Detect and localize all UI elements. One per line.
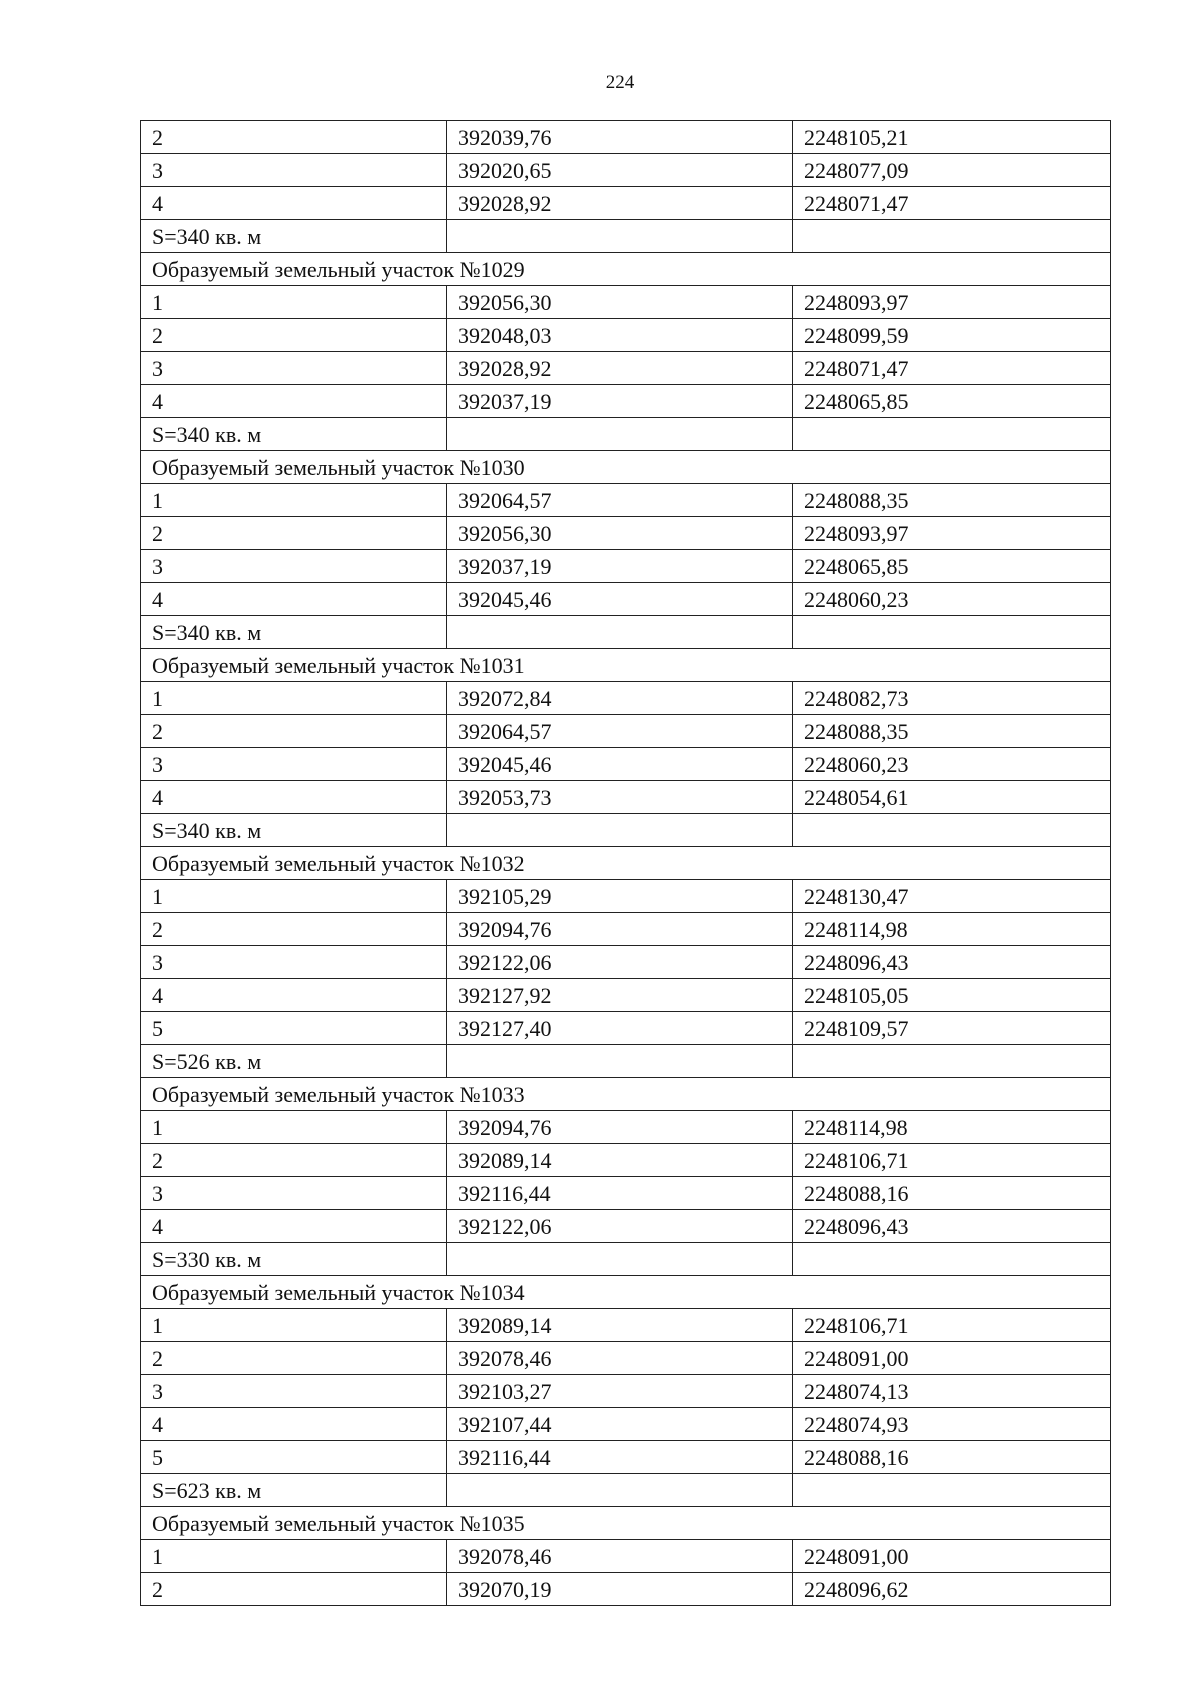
- empty-cell: [447, 814, 793, 847]
- y-coordinate-cell: 2248096,62: [793, 1573, 1111, 1606]
- point-number-cell: 3: [141, 352, 447, 385]
- y-coordinate-cell: 2248071,47: [793, 187, 1111, 220]
- plot-header-row: [141, 451, 1111, 484]
- y-coordinate-cell: 2248077,09: [793, 154, 1111, 187]
- point-number-cell: 3: [141, 946, 447, 979]
- empty-cell: [793, 418, 1111, 451]
- point-row: [141, 1012, 1111, 1045]
- point-row: [141, 286, 1111, 319]
- empty-cell: [793, 220, 1111, 253]
- y-coordinate-cell: 2248054,61: [793, 781, 1111, 814]
- point-number-cell: 4: [141, 979, 447, 1012]
- point-number-cell: 3: [141, 1177, 447, 1210]
- x-coordinate-cell: 392094,76: [447, 913, 793, 946]
- coordinates-table-body: [141, 121, 1111, 1606]
- empty-cell: [793, 1045, 1111, 1078]
- point-row: [141, 121, 1111, 154]
- plot-header-cell: Образуемый земельный участок №1034: [141, 1276, 1111, 1309]
- point-row: [141, 484, 1111, 517]
- point-number-cell: 5: [141, 1012, 447, 1045]
- point-number-cell: 4: [141, 1210, 447, 1243]
- point-row: [141, 1573, 1111, 1606]
- y-coordinate-cell: 2248106,71: [793, 1144, 1111, 1177]
- point-row: [141, 1375, 1111, 1408]
- y-coordinate-cell: 2248096,43: [793, 946, 1111, 979]
- point-number-cell: 3: [141, 1375, 447, 1408]
- x-coordinate-cell: 392053,73: [447, 781, 793, 814]
- point-row: [141, 979, 1111, 1012]
- plot-header-cell: Образуемый земельный участок №1035: [141, 1507, 1111, 1540]
- x-coordinate-cell: 392037,19: [447, 550, 793, 583]
- y-coordinate-cell: 2248065,85: [793, 550, 1111, 583]
- point-number-cell: 3: [141, 748, 447, 781]
- x-coordinate-cell: 392089,14: [447, 1309, 793, 1342]
- point-number-cell: 1: [141, 1540, 447, 1573]
- y-coordinate-cell: 2248082,73: [793, 682, 1111, 715]
- y-coordinate-cell: 2248105,05: [793, 979, 1111, 1012]
- y-coordinate-cell: 2248074,93: [793, 1408, 1111, 1441]
- point-row: [141, 946, 1111, 979]
- point-number-cell: 4: [141, 781, 447, 814]
- x-coordinate-cell: 392094,76: [447, 1111, 793, 1144]
- plot-header-cell: Образуемый земельный участок №1032: [141, 847, 1111, 880]
- x-coordinate-cell: 392020,65: [447, 154, 793, 187]
- area-row: [141, 220, 1111, 253]
- plot-header-row: [141, 253, 1111, 286]
- area-cell: S=623 кв. м: [141, 1474, 447, 1507]
- y-coordinate-cell: 2248088,16: [793, 1441, 1111, 1474]
- area-row: [141, 814, 1111, 847]
- area-row: [141, 616, 1111, 649]
- x-coordinate-cell: 392028,92: [447, 352, 793, 385]
- x-coordinate-cell: 392056,30: [447, 286, 793, 319]
- y-coordinate-cell: 2248060,23: [793, 748, 1111, 781]
- y-coordinate-cell: 2248060,23: [793, 583, 1111, 616]
- empty-cell: [447, 1045, 793, 1078]
- point-row: [141, 187, 1111, 220]
- point-row: [141, 1177, 1111, 1210]
- point-number-cell: 2: [141, 1342, 447, 1375]
- x-coordinate-cell: 392116,44: [447, 1441, 793, 1474]
- x-coordinate-cell: 392072,84: [447, 682, 793, 715]
- point-number-cell: 5: [141, 1441, 447, 1474]
- y-coordinate-cell: 2248074,13: [793, 1375, 1111, 1408]
- empty-cell: [793, 1474, 1111, 1507]
- plot-header-cell: Образуемый земельный участок №1029: [141, 253, 1111, 286]
- y-coordinate-cell: 2248105,21: [793, 121, 1111, 154]
- point-row: [141, 1210, 1111, 1243]
- x-coordinate-cell: 392064,57: [447, 715, 793, 748]
- point-row: [141, 154, 1111, 187]
- point-row: [141, 913, 1111, 946]
- x-coordinate-cell: 392078,46: [447, 1342, 793, 1375]
- y-coordinate-cell: 2248093,97: [793, 517, 1111, 550]
- point-number-cell: 2: [141, 1144, 447, 1177]
- y-coordinate-cell: 2248088,35: [793, 715, 1111, 748]
- area-row: [141, 1243, 1111, 1276]
- x-coordinate-cell: 392048,03: [447, 319, 793, 352]
- point-row: [141, 1342, 1111, 1375]
- y-coordinate-cell: 2248099,59: [793, 319, 1111, 352]
- x-coordinate-cell: 392037,19: [447, 385, 793, 418]
- x-coordinate-cell: 392122,06: [447, 946, 793, 979]
- point-number-cell: 2: [141, 517, 447, 550]
- y-coordinate-cell: 2248114,98: [793, 1111, 1111, 1144]
- empty-cell: [793, 814, 1111, 847]
- x-coordinate-cell: 392070,19: [447, 1573, 793, 1606]
- x-coordinate-cell: 392028,92: [447, 187, 793, 220]
- area-cell: S=340 кв. м: [141, 220, 447, 253]
- point-row: [141, 517, 1111, 550]
- x-coordinate-cell: 392056,30: [447, 517, 793, 550]
- point-number-cell: 2: [141, 715, 447, 748]
- x-coordinate-cell: 392064,57: [447, 484, 793, 517]
- point-number-cell: 3: [141, 154, 447, 187]
- y-coordinate-cell: 2248109,57: [793, 1012, 1111, 1045]
- plot-header-row: [141, 1276, 1111, 1309]
- y-coordinate-cell: 2248093,97: [793, 286, 1111, 319]
- point-number-cell: 4: [141, 1408, 447, 1441]
- point-row: [141, 1441, 1111, 1474]
- area-cell: S=526 кв. м: [141, 1045, 447, 1078]
- point-number-cell: 1: [141, 1111, 447, 1144]
- x-coordinate-cell: 392127,40: [447, 1012, 793, 1045]
- point-row: [141, 1111, 1111, 1144]
- empty-cell: [447, 1243, 793, 1276]
- point-row: [141, 385, 1111, 418]
- y-coordinate-cell: 2248091,00: [793, 1540, 1111, 1573]
- x-coordinate-cell: 392045,46: [447, 748, 793, 781]
- point-row: [141, 748, 1111, 781]
- point-number-cell: 1: [141, 286, 447, 319]
- y-coordinate-cell: 2248114,98: [793, 913, 1111, 946]
- point-row: [141, 1540, 1111, 1573]
- x-coordinate-cell: 392122,06: [447, 1210, 793, 1243]
- empty-cell: [793, 1243, 1111, 1276]
- y-coordinate-cell: 2248071,47: [793, 352, 1111, 385]
- plot-header-cell: Образуемый земельный участок №1030: [141, 451, 1111, 484]
- point-row: [141, 715, 1111, 748]
- area-cell: S=330 кв. м: [141, 1243, 447, 1276]
- area-row: [141, 1045, 1111, 1078]
- point-number-cell: 2: [141, 1573, 447, 1606]
- empty-cell: [447, 616, 793, 649]
- point-number-cell: 4: [141, 385, 447, 418]
- x-coordinate-cell: 392078,46: [447, 1540, 793, 1573]
- x-coordinate-cell: 392039,76: [447, 121, 793, 154]
- point-number-cell: 3: [141, 550, 447, 583]
- coordinates-table: [140, 120, 1111, 1606]
- point-row: [141, 550, 1111, 583]
- plot-header-row: [141, 1507, 1111, 1540]
- empty-cell: [447, 1474, 793, 1507]
- point-number-cell: 1: [141, 484, 447, 517]
- point-row: [141, 583, 1111, 616]
- page-number: 224: [605, 72, 635, 93]
- y-coordinate-cell: 2248088,16: [793, 1177, 1111, 1210]
- area-cell: S=340 кв. м: [141, 814, 447, 847]
- x-coordinate-cell: 392089,14: [447, 1144, 793, 1177]
- y-coordinate-cell: 2248091,00: [793, 1342, 1111, 1375]
- point-number-cell: 1: [141, 880, 447, 913]
- x-coordinate-cell: 392107,44: [447, 1408, 793, 1441]
- plot-header-cell: Образуемый земельный участок №1031: [141, 649, 1111, 682]
- point-row: [141, 352, 1111, 385]
- empty-cell: [793, 616, 1111, 649]
- point-row: [141, 781, 1111, 814]
- point-row: [141, 1408, 1111, 1441]
- point-number-cell: 2: [141, 913, 447, 946]
- x-coordinate-cell: 392127,92: [447, 979, 793, 1012]
- point-row: [141, 1144, 1111, 1177]
- x-coordinate-cell: 392116,44: [447, 1177, 793, 1210]
- x-coordinate-cell: 392045,46: [447, 583, 793, 616]
- y-coordinate-cell: 2248088,35: [793, 484, 1111, 517]
- x-coordinate-cell: 392105,29: [447, 880, 793, 913]
- area-row: [141, 1474, 1111, 1507]
- point-row: [141, 682, 1111, 715]
- plot-header-row: [141, 847, 1111, 880]
- point-row: [141, 1309, 1111, 1342]
- point-row: [141, 880, 1111, 913]
- point-number-cell: 4: [141, 187, 447, 220]
- plot-header-row: [141, 649, 1111, 682]
- empty-cell: [447, 418, 793, 451]
- plot-header-row: [141, 1078, 1111, 1111]
- x-coordinate-cell: 392103,27: [447, 1375, 793, 1408]
- point-number-cell: 1: [141, 1309, 447, 1342]
- plot-header-cell: Образуемый земельный участок №1033: [141, 1078, 1111, 1111]
- area-cell: S=340 кв. м: [141, 418, 447, 451]
- y-coordinate-cell: 2248065,85: [793, 385, 1111, 418]
- area-row: [141, 418, 1111, 451]
- y-coordinate-cell: 2248106,71: [793, 1309, 1111, 1342]
- point-number-cell: 1: [141, 682, 447, 715]
- point-number-cell: 2: [141, 121, 447, 154]
- y-coordinate-cell: 2248130,47: [793, 880, 1111, 913]
- empty-cell: [447, 220, 793, 253]
- point-row: [141, 319, 1111, 352]
- point-number-cell: 4: [141, 583, 447, 616]
- area-cell: S=340 кв. м: [141, 616, 447, 649]
- point-number-cell: 2: [141, 319, 447, 352]
- y-coordinate-cell: 2248096,43: [793, 1210, 1111, 1243]
